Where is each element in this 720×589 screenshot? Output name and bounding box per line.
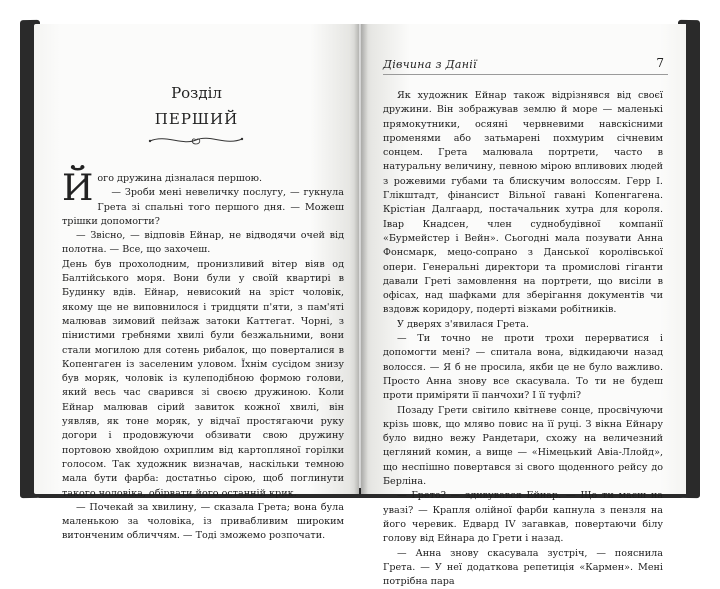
opening-paragraph	[62, 172, 344, 186]
paragraph: День був прохолодним, пронизливий вітер віяв од Балтійського моря. Вони були у своїй квартирі в Будинку вдів. Ейнар, невисокий на зріст чоловік, якому ще не виповнилося і тридцяти п'яти, з пам'яті малював зимовий пейзаж затоки Каттегат. Чорні, з пінистими гребнями хвилі були безжальними, вони стали могилою для сотень рибалок, що поверталися в Копенгаген із заселеним уловом. Їхнім сусідом знизу був моряк, чоловік із кулеподібною формою голови, який весь час сварився зі своєю дружиною. Коли Ейнар малював сірий завиток кожної хвилі, він уявляв, як тоне моряк, у відчаї простягаючи руку догори і продовжуючи обзивати свою дружину портовою хвойдою охриплим від картопляної горілки голосом. Так художник визначав, наскільки темною мала бути фарба: достатньо сірою, щоб поглинути такого чоловіка, обірвати його останній крик.	[62, 258, 344, 501]
paragraph: Як художник Ейнар також відрізнявся від своєї дружини. Він зображував землю й море — маленькі прямокутники, осяяні червневими навскісними променями або затьмарені похмурим січневим сонцем. Грета малювала портрети, часто в натуральну величину, певною мірою впливових людей з рожевими губами та блискучим волоссям. Герр І. Глікштадт, фінансист Вільної гавані Копенгагена. Крістіан Далгаард, постачальник хутра для короля. Івар Кнадсен, член суднобудівної компанії «Бурмейстер і Вейн». Сьогодні мала позувати Анна Фонсмарк, мецо-сопрано з Данської королівської опери. Генеральні директори та промислові гіганти давали Греті замовлення на портрети, що висіли в офісах, над шафками для зберігання документів чи вздовж коридору, подерті візками робітників.	[383, 89, 663, 318]
open-book	[14, 10, 706, 506]
paragraph: Позаду Грети світило квітневе сонце, просвічуючи крізь шовк, що мляво повис на її руці. З вікна Ейнару було видно вежу Рандетари, схожу на величезний цегляний комин, а вище — «Німецький Авіа-Ллойд», що неспішно повертався зі свого щоденного рейсу до Берліна.	[383, 404, 663, 490]
paragraph-text: ого дружина дізналася першою.	[97, 173, 262, 184]
paragraph: — Звісно, — відповів Ейнар, не відводячи очей від полотна. — Все, що захочеш.	[62, 229, 344, 258]
header-rule	[383, 74, 668, 75]
book-spine-shadow	[354, 24, 368, 494]
ornament-flourish-icon	[146, 132, 246, 148]
left-page-body	[62, 172, 344, 544]
paragraph: — Ти точно не проти трохи перерватися і допомогти мені? — спитала вона, відкидаючи назад волосся. — Я б не просила, якби це не було важливо. Просто Анна знову все скасувала. То ти не будеш проти приміряти її панчохи? І її туфлі?	[383, 332, 663, 403]
chapter-word: Розділ	[34, 84, 359, 102]
paragraph: — Анна знову скасувала зустріч, — пояснила Грета. — У неї додаткова репетиція «Кармен». Мені потрібна пара	[383, 547, 663, 589]
running-head: Дівчина з Данії	[383, 58, 477, 71]
right-page-body	[383, 89, 663, 589]
paragraph: — Почекай за хвилину, — сказала Грета; вона була маленькою за чоловіка, із привабливим широким витонченим обличчям. — Тоді зможемо розпочати.	[62, 501, 344, 544]
drop-cap: Й	[62, 174, 93, 204]
paragraph: — Грето? — здивувався Ейнар. — Що ти маєш на увазі? — Крапля олійної фарби капнула з пензля на його черевик. Едвард IV загавкав, повертаючи білу голову від Ейнара до Грети і назад.	[383, 489, 663, 546]
paragraph: У дверях з'явилася Грета.	[383, 318, 663, 332]
chapter-number: ПЕРШИЙ	[34, 110, 359, 128]
paragraph: — Зроби мені невеличку послугу, — гукнула Грета зі спальні того першого дня. — Можеш трішки допомогти?	[62, 186, 344, 229]
page-number: 7	[656, 56, 664, 70]
left-page	[34, 24, 359, 494]
right-page	[361, 24, 686, 494]
